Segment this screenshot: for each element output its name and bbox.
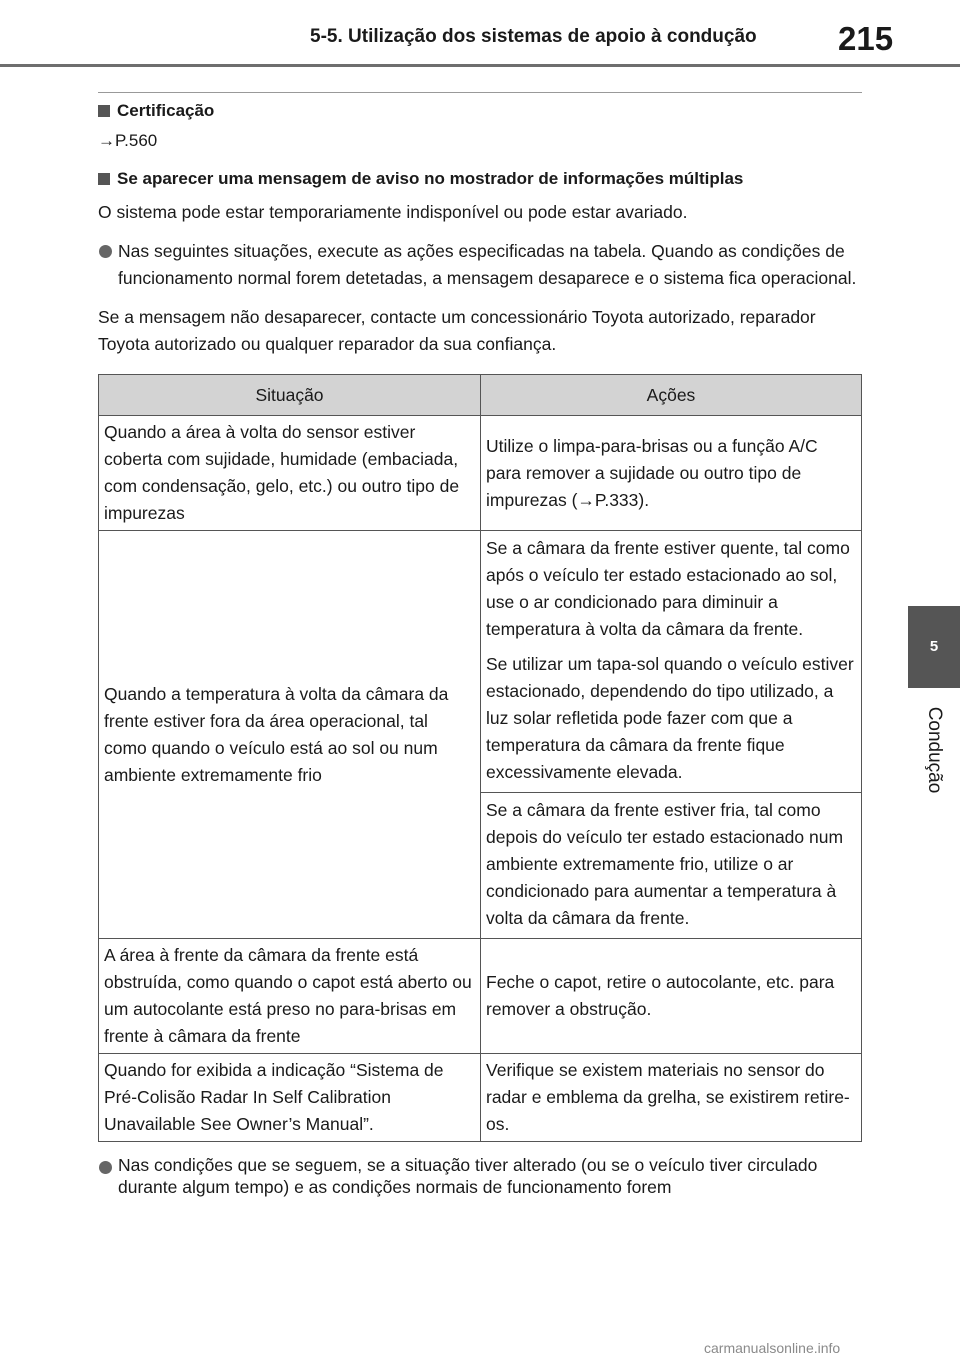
- action-cell: Utilize o limpa-para-brisas ou a função A/C para remover a sujidade ou outro tipo de impurezas (→P.333).: [481, 416, 862, 531]
- table-row: [99, 1054, 862, 1142]
- bullet-text: Nas condições que se seguem, se a situação tiver alterado (ou se o veículo tiver circulado durante algum tempo) e as condições normais de funcionamento forem: [118, 1155, 818, 1197]
- certification-heading-text: Certificação: [117, 101, 215, 120]
- table-header-row: [99, 375, 862, 416]
- chapter-tab[interactable]: 5: [908, 606, 960, 688]
- page-number: 215: [838, 20, 894, 57]
- situation-cell: Quando a área à volta do sensor estiver coberta com sujidade, humidade (embaciada, com condensação, gelo, etc.) ou outro tipo de impurezas: [99, 416, 481, 531]
- situations-table: [98, 374, 862, 1142]
- round-bullet-icon: [99, 1161, 112, 1174]
- action-cell: Feche o capot, retire o autocolante, etc. para remover a obstrução.: [481, 939, 862, 1054]
- table-row: [99, 531, 862, 939]
- square-bullet-icon: [98, 173, 110, 185]
- situation-cell: Quando for exibida a indicação “Sistema de Pré-Colisão Radar In Self Calibration Unavailable See Owner’s Manual”.: [99, 1054, 481, 1142]
- action-cell-group: [481, 531, 862, 939]
- bullet-item: [98, 1154, 862, 1198]
- certification-heading: [98, 101, 862, 121]
- warning-heading-text: Se aparecer uma mensagem de aviso no mostrador de informações múltiplas: [117, 169, 744, 188]
- certification-reference-link[interactable]: →P.560: [98, 131, 158, 150]
- contact-note: Se a mensagem não desaparecer, contacte um concessionário Toyota autorizado, reparador Toyota autorizado ou qualquer reparador da sua confiança.: [98, 307, 816, 354]
- chapter-label: Condução: [924, 706, 945, 794]
- round-bullet-icon: [99, 245, 112, 258]
- square-bullet-icon: [98, 105, 110, 117]
- column-header-actions: Ações: [481, 375, 862, 416]
- watermark-link[interactable]: carmanualsonline.info: [704, 1340, 841, 1356]
- table-row: [99, 939, 862, 1054]
- situation-cell: Quando a temperatura à volta da câmara da frente estiver fora da área operacional, tal como quando o veículo está ao sol ou num ambiente extremamente frio: [99, 531, 481, 939]
- table-row: [99, 416, 862, 531]
- bullet-text: Nas seguintes situações, execute as ações especificadas na tabela. Quando as condições de funcionamento normal forem detetadas, a mensagem desaparece e o sistema fica operacional.: [118, 241, 857, 288]
- column-header-situation: Situação: [99, 375, 481, 416]
- situation-cell: A área à frente da câmara da frente está obstruída, como quando o capot está aberto ou um autocolante está preso no para-brisas em frente à câmara da frente: [99, 939, 481, 1054]
- header-divider: [0, 64, 960, 67]
- bullet-item: [98, 238, 862, 292]
- warning-heading: [98, 169, 862, 189]
- action-subcell: [481, 531, 861, 792]
- action-subcell: [481, 792, 861, 938]
- section-title: 5-5. Utilização dos sistemas de apoio à condução: [310, 26, 757, 47]
- action-text: Se utilizar um tapa-sol quando o veículo estiver estacionado, dependendo do tipo utilizado, a luz solar refletida pode fazer com que a temperatura da câmara da frente fique excessivamente elevada.: [486, 654, 854, 782]
- action-text: Se a câmara da frente estiver fria, tal como depois do veículo ter estado estacionado num ambiente extremamente frio, utilize o ar condicionado para aumentar a temperatura à volta da câmara da frente.: [486, 800, 844, 928]
- content-divider: [98, 92, 862, 93]
- action-cell: Verifique se existem materiais no sensor do radar e emblema da grelha, se existirem retire-os.: [481, 1054, 862, 1142]
- action-text: Se a câmara da frente estiver quente, tal como após o veículo ter estado estacionado ao sol, use o ar condicionado para diminuir a temperatura à volta da câmara da frente.: [486, 538, 850, 639]
- warning-intro: O sistema pode estar temporariamente indisponível ou pode estar avariado.: [98, 202, 688, 222]
- page-content: [98, 92, 862, 1210]
